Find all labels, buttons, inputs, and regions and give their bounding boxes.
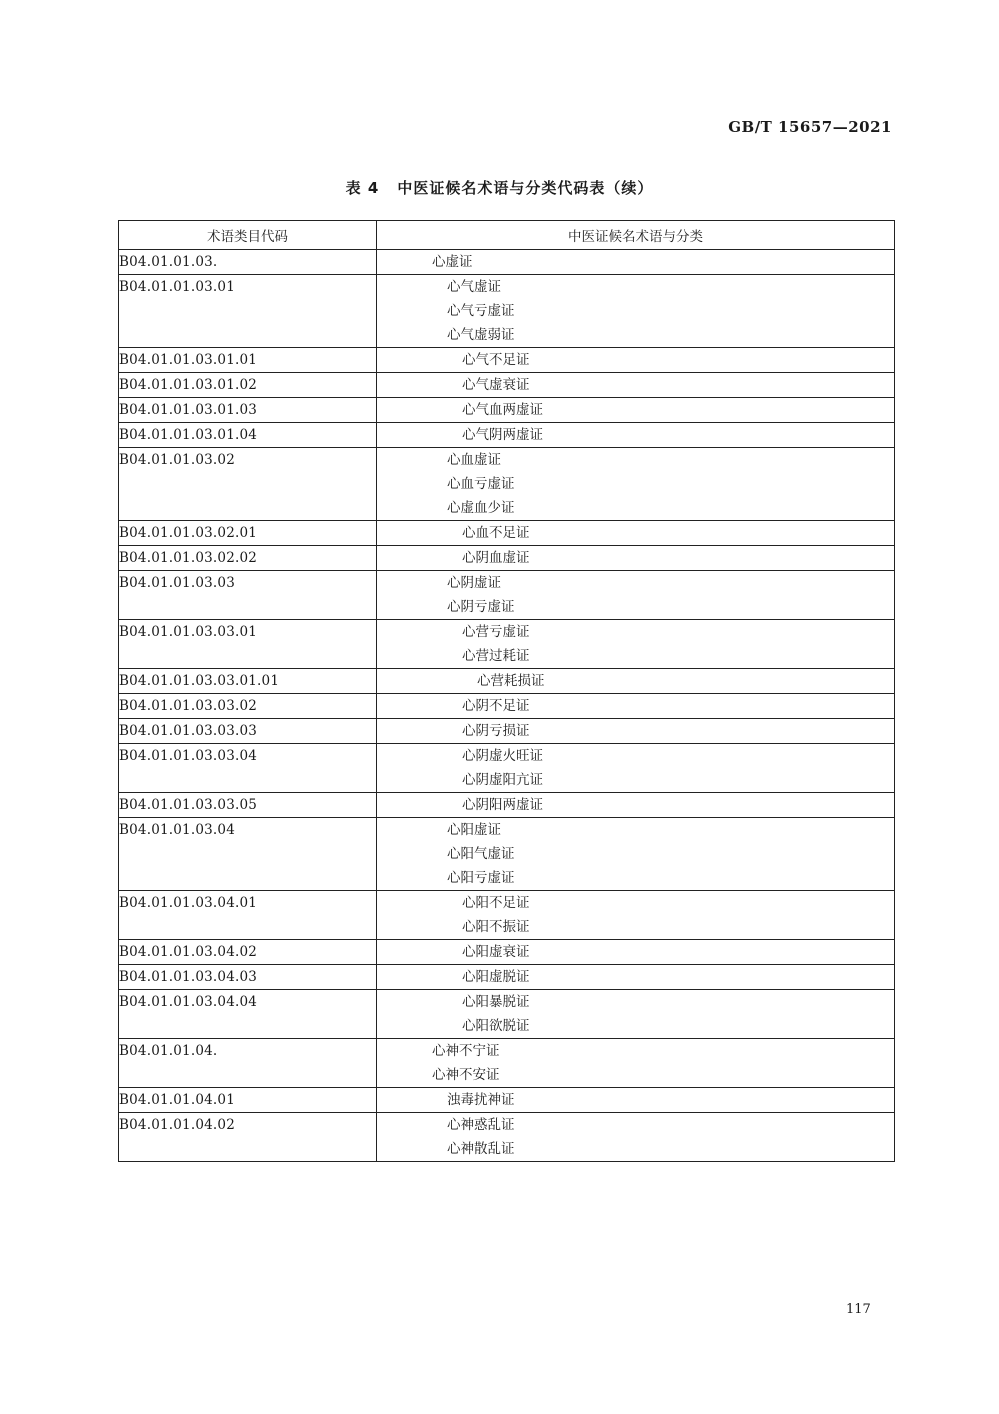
table-row	[119, 818, 895, 891]
term-name: 心神不安证	[432, 1067, 500, 1083]
table-row	[119, 398, 895, 423]
term-code-cell: B04.01.01.03.03.05	[119, 793, 377, 818]
term-name: 心阳不足证	[462, 895, 530, 911]
table-row	[119, 940, 895, 965]
term-name: 心营耗损证	[477, 673, 545, 689]
term-name: 心气虚证	[447, 279, 501, 295]
term-names-cell	[377, 1113, 895, 1162]
term-name: 心阳欲脱证	[462, 1018, 530, 1034]
term-name: 心神惑乱证	[447, 1117, 515, 1133]
table-row	[119, 348, 895, 373]
term-code-cell: B04.01.01.03.04	[119, 818, 377, 891]
term-code-cell: B04.01.01.03.	[119, 250, 377, 275]
table-row	[119, 694, 895, 719]
table-row	[119, 521, 895, 546]
table-header-row	[119, 221, 895, 250]
term-name: 心气不足证	[462, 352, 530, 368]
term-name: 心阴亏虚证	[447, 599, 515, 615]
term-name: 心神散乱证	[447, 1141, 515, 1157]
term-name: 心阴亏损证	[462, 723, 530, 739]
term-name: 心阳虚证	[447, 822, 501, 838]
term-names-cell	[377, 250, 895, 275]
term-name: 心阴血虚证	[462, 550, 530, 566]
term-code-cell: B04.01.01.03.04.02	[119, 940, 377, 965]
table-row	[119, 1113, 895, 1162]
table-row	[119, 669, 895, 694]
table-row	[119, 546, 895, 571]
term-name: 心阴虚阳亢证	[462, 772, 543, 788]
term-name: 心虚证	[432, 254, 473, 270]
table-title: 中医证候名术语与分类代码表（续）	[397, 179, 654, 197]
term-name: 心神不宁证	[432, 1043, 500, 1059]
term-code-cell: B04.01.01.04.02	[119, 1113, 377, 1162]
terms-table	[118, 220, 895, 1162]
term-names-cell	[377, 571, 895, 620]
term-code-cell: B04.01.01.03.03.01.01	[119, 669, 377, 694]
term-names-cell	[377, 620, 895, 669]
term-name: 心营过耗证	[462, 648, 530, 664]
term-code-cell: B04.01.01.03.01.03	[119, 398, 377, 423]
term-name: 心阳虚脱证	[462, 969, 530, 985]
term-names-cell	[377, 423, 895, 448]
table-row	[119, 275, 895, 348]
term-name: 心阴虚火旺证	[462, 748, 543, 764]
term-names-cell	[377, 744, 895, 793]
table-row	[119, 373, 895, 398]
term-name: 心阳虚衰证	[462, 944, 530, 960]
term-names-cell	[377, 891, 895, 940]
term-name: 心阳亏虚证	[447, 870, 515, 886]
term-code-cell: B04.01.01.03.02.02	[119, 546, 377, 571]
term-code-cell: B04.01.01.03.03.01	[119, 620, 377, 669]
term-code-cell: B04.01.01.03.01.01	[119, 348, 377, 373]
term-names-cell	[377, 694, 895, 719]
term-names-cell	[377, 348, 895, 373]
term-code-cell: B04.01.01.03.02	[119, 448, 377, 521]
table-row	[119, 571, 895, 620]
term-name: 心血亏虚证	[447, 476, 515, 492]
term-name: 浊毒扰神证	[447, 1092, 515, 1108]
term-code-cell: B04.01.01.03.01.02	[119, 373, 377, 398]
term-name: 心阳气虚证	[447, 846, 515, 862]
term-name: 心气亏虚证	[447, 303, 515, 319]
column-header-code: 术语类目代码	[119, 221, 377, 250]
table-row	[119, 250, 895, 275]
term-names-cell	[377, 965, 895, 990]
term-name: 心气阴两虚证	[462, 427, 543, 443]
term-name: 心阳不振证	[462, 919, 530, 935]
table-row	[119, 423, 895, 448]
term-name: 心血不足证	[462, 525, 530, 541]
table-number: 表 4	[345, 179, 380, 197]
table-row	[119, 990, 895, 1039]
term-names-cell	[377, 1039, 895, 1088]
term-name: 心阴虚证	[447, 575, 501, 591]
table-row	[119, 793, 895, 818]
term-names-cell	[377, 373, 895, 398]
term-names-cell	[377, 818, 895, 891]
term-code-cell: B04.01.01.03.01	[119, 275, 377, 348]
page-number: 117	[846, 1302, 871, 1317]
term-name: 心阴阳两虚证	[462, 797, 543, 813]
table-caption	[0, 177, 999, 198]
term-code-cell: B04.01.01.04.	[119, 1039, 377, 1088]
table-row	[119, 448, 895, 521]
term-code-cell: B04.01.01.03.04.01	[119, 891, 377, 940]
standard-code: GB/T 15657—2021	[728, 118, 892, 136]
term-name: 心血虚证	[447, 452, 501, 468]
term-code-cell: B04.01.01.03.03.04	[119, 744, 377, 793]
term-code-cell: B04.01.01.03.03.03	[119, 719, 377, 744]
term-names-cell	[377, 275, 895, 348]
term-code-cell: B04.01.01.03.02.01	[119, 521, 377, 546]
term-names-cell	[377, 719, 895, 744]
term-name: 心气虚弱证	[447, 327, 515, 343]
term-names-cell	[377, 546, 895, 571]
term-code-cell: B04.01.01.03.03	[119, 571, 377, 620]
column-header-terms: 中医证候名术语与分类	[377, 221, 895, 250]
term-name: 心阳暴脱证	[462, 994, 530, 1010]
term-code-cell: B04.01.01.03.03.02	[119, 694, 377, 719]
term-names-cell	[377, 990, 895, 1039]
table-row	[119, 744, 895, 793]
term-name: 心气血两虚证	[462, 402, 543, 418]
term-names-cell	[377, 521, 895, 546]
term-code-cell: B04.01.01.04.01	[119, 1088, 377, 1113]
term-name: 心营亏虚证	[462, 624, 530, 640]
table-body	[119, 250, 895, 1162]
term-code-cell: B04.01.01.03.01.04	[119, 423, 377, 448]
term-names-cell	[377, 398, 895, 423]
term-names-cell	[377, 669, 895, 694]
term-name: 心气虚衰证	[462, 377, 530, 393]
table-row	[119, 965, 895, 990]
term-names-cell	[377, 448, 895, 521]
table-row	[119, 1039, 895, 1088]
term-code-cell: B04.01.01.03.04.03	[119, 965, 377, 990]
term-names-cell	[377, 940, 895, 965]
term-names-cell	[377, 793, 895, 818]
table-row	[119, 891, 895, 940]
term-code-cell: B04.01.01.03.04.04	[119, 990, 377, 1039]
term-name: 心阴不足证	[462, 698, 530, 714]
table-row	[119, 719, 895, 744]
term-name: 心虚血少证	[447, 500, 515, 516]
table-row	[119, 1088, 895, 1113]
table-row	[119, 620, 895, 669]
term-names-cell	[377, 1088, 895, 1113]
